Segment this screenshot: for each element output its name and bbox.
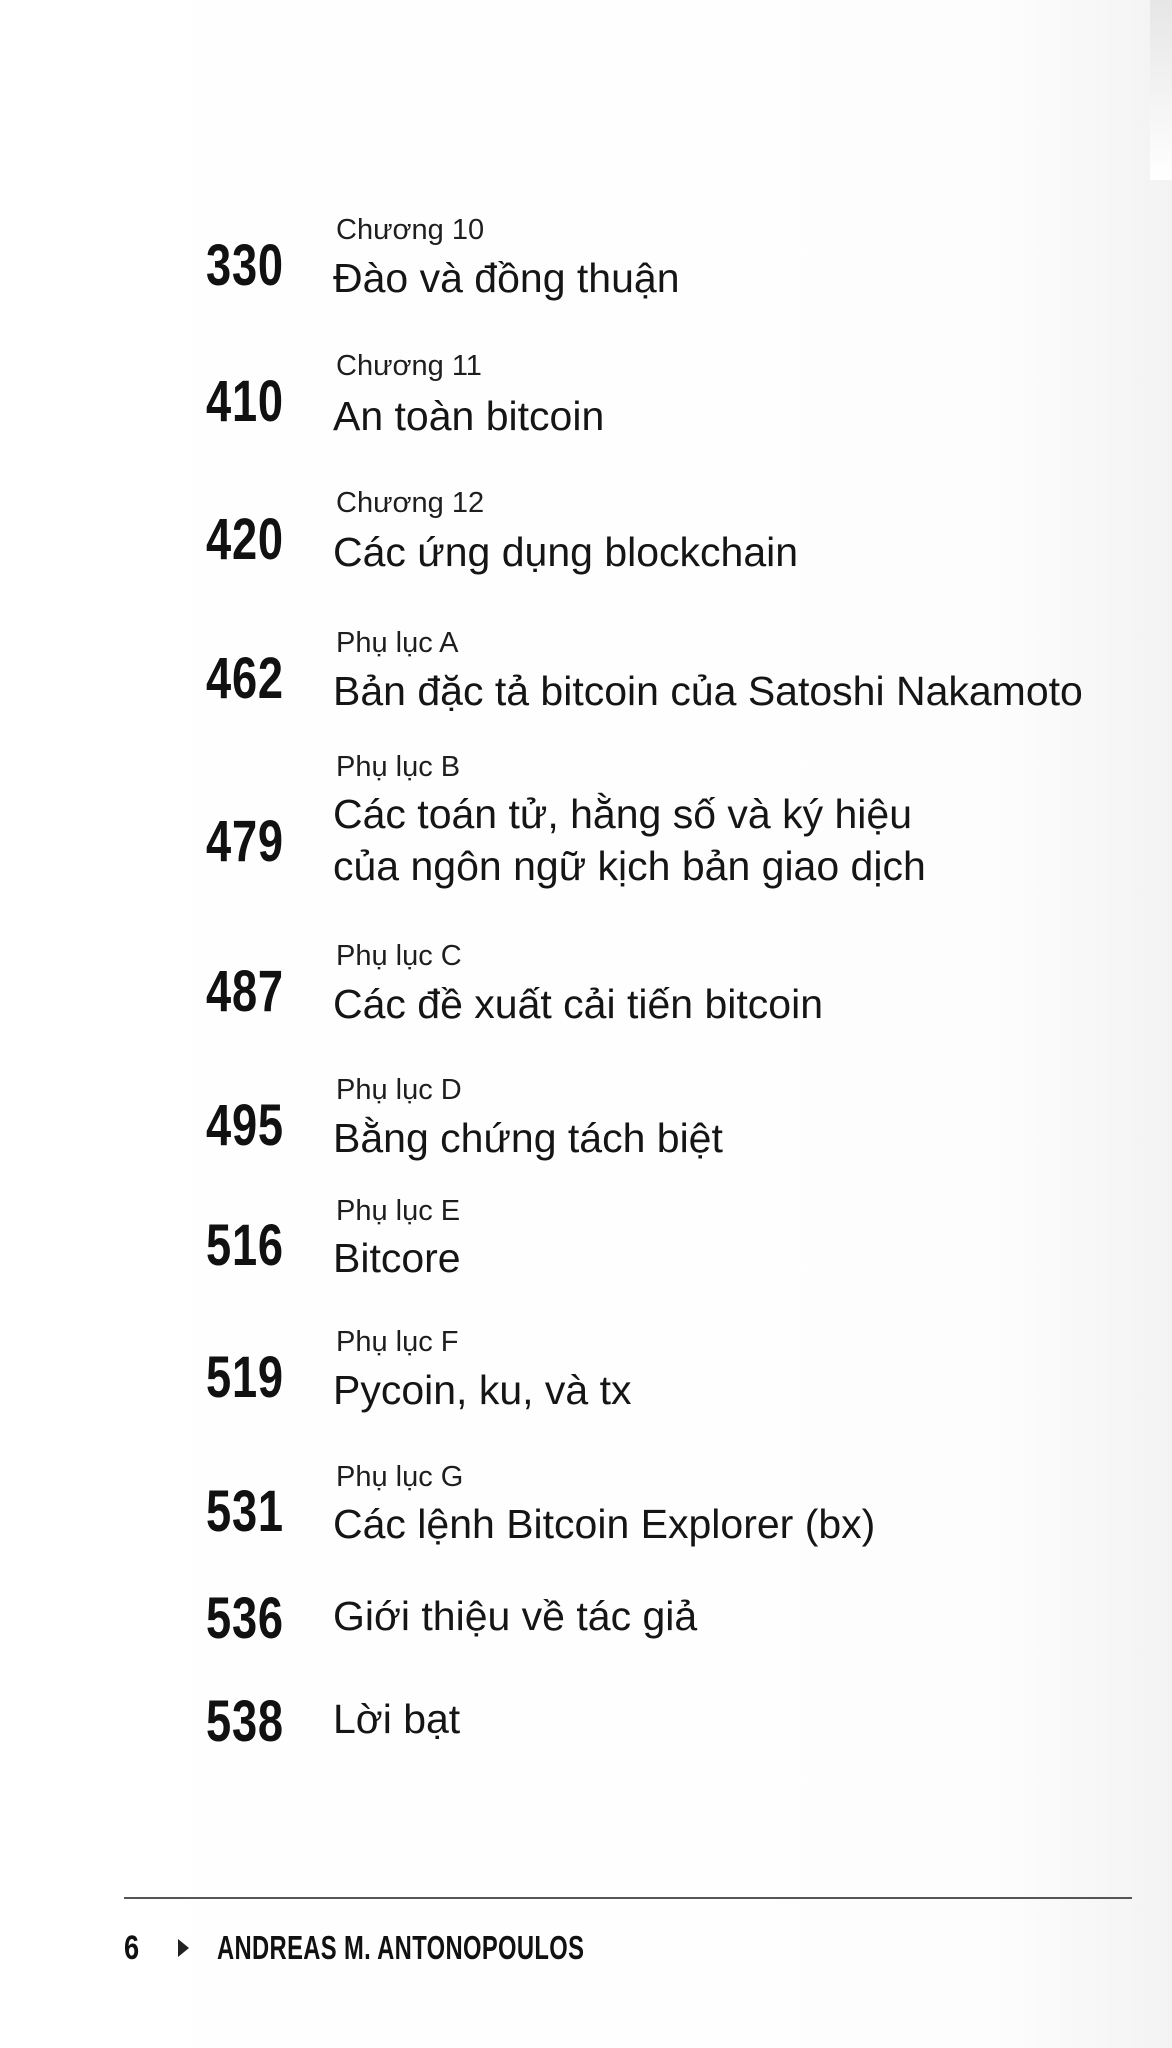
toc-chapter-title: Pycoin, ku, và tx	[333, 1367, 632, 1413]
toc-page-number: 462	[206, 646, 284, 711]
toc-chapter-label: Phụ lục F	[336, 1326, 459, 1358]
toc-page-number: 420	[206, 507, 284, 572]
toc-chapter-title: Các đề xuất cải tiến bitcoin	[333, 981, 823, 1027]
toc-chapter-label: Chương 11	[336, 350, 482, 382]
toc-page-number: 519	[206, 1345, 284, 1410]
toc-chapter-title: Bitcore	[333, 1235, 461, 1281]
toc-page-number: 538	[206, 1689, 284, 1754]
toc-chapter-title: Các toán tử, hằng số và ký hiệu	[333, 791, 913, 837]
toc-page-number: 479	[206, 809, 284, 874]
toc-chapter-label: Phụ lục G	[336, 1461, 464, 1493]
toc-chapter-label: Phụ lục D	[336, 1074, 462, 1106]
footer-divider	[124, 1897, 1132, 1899]
toc-chapter-title: Giới thiệu về tác giả	[333, 1593, 698, 1639]
toc-chapter-title: Đào và đồng thuận	[333, 255, 680, 301]
toc-chapter-label: Phụ lục A	[336, 627, 459, 659]
page-footer	[124, 1924, 727, 1972]
toc-chapter-title: An toàn bitcoin	[333, 393, 605, 439]
page-edge-shadow	[1150, 0, 1172, 180]
toc-page-number: 487	[206, 959, 284, 1024]
triangle-right-icon	[178, 1939, 189, 1957]
toc-page-number: 330	[206, 233, 284, 298]
toc-chapter-title: Bản đặc tả bitcoin của Satoshi Nakamoto	[333, 668, 1083, 714]
toc-chapter-title: Bằng chứng tách biệt	[333, 1115, 723, 1161]
running-footer-author: ANDREAS M. ANTONOPOULOS	[217, 1929, 585, 1966]
toc-chapter-label: Chương 10	[336, 214, 485, 246]
toc-chapter-title: Lời bạt	[333, 1696, 461, 1742]
toc-chapter-title: Các lệnh Bitcoin Explorer (bx)	[333, 1501, 876, 1547]
toc-page-number: 495	[206, 1093, 284, 1158]
toc-chapter-label: Phụ lục E	[336, 1195, 461, 1227]
folio-page-number: 6	[124, 1928, 140, 1967]
toc-page-number: 536	[206, 1586, 284, 1651]
toc-chapter-label: Phụ lục C	[336, 940, 462, 972]
toc-chapter-title: của ngôn ngữ kịch bản giao dịch	[333, 843, 926, 889]
toc-chapter-title: Các ứng dụng blockchain	[333, 529, 799, 575]
toc-page-number: 531	[206, 1479, 284, 1544]
toc-chapter-label: Phụ lục B	[336, 751, 461, 783]
toc-page-number: 516	[206, 1213, 284, 1278]
toc-page-number: 410	[206, 369, 284, 434]
toc-chapter-label: Chương 12	[336, 487, 485, 519]
